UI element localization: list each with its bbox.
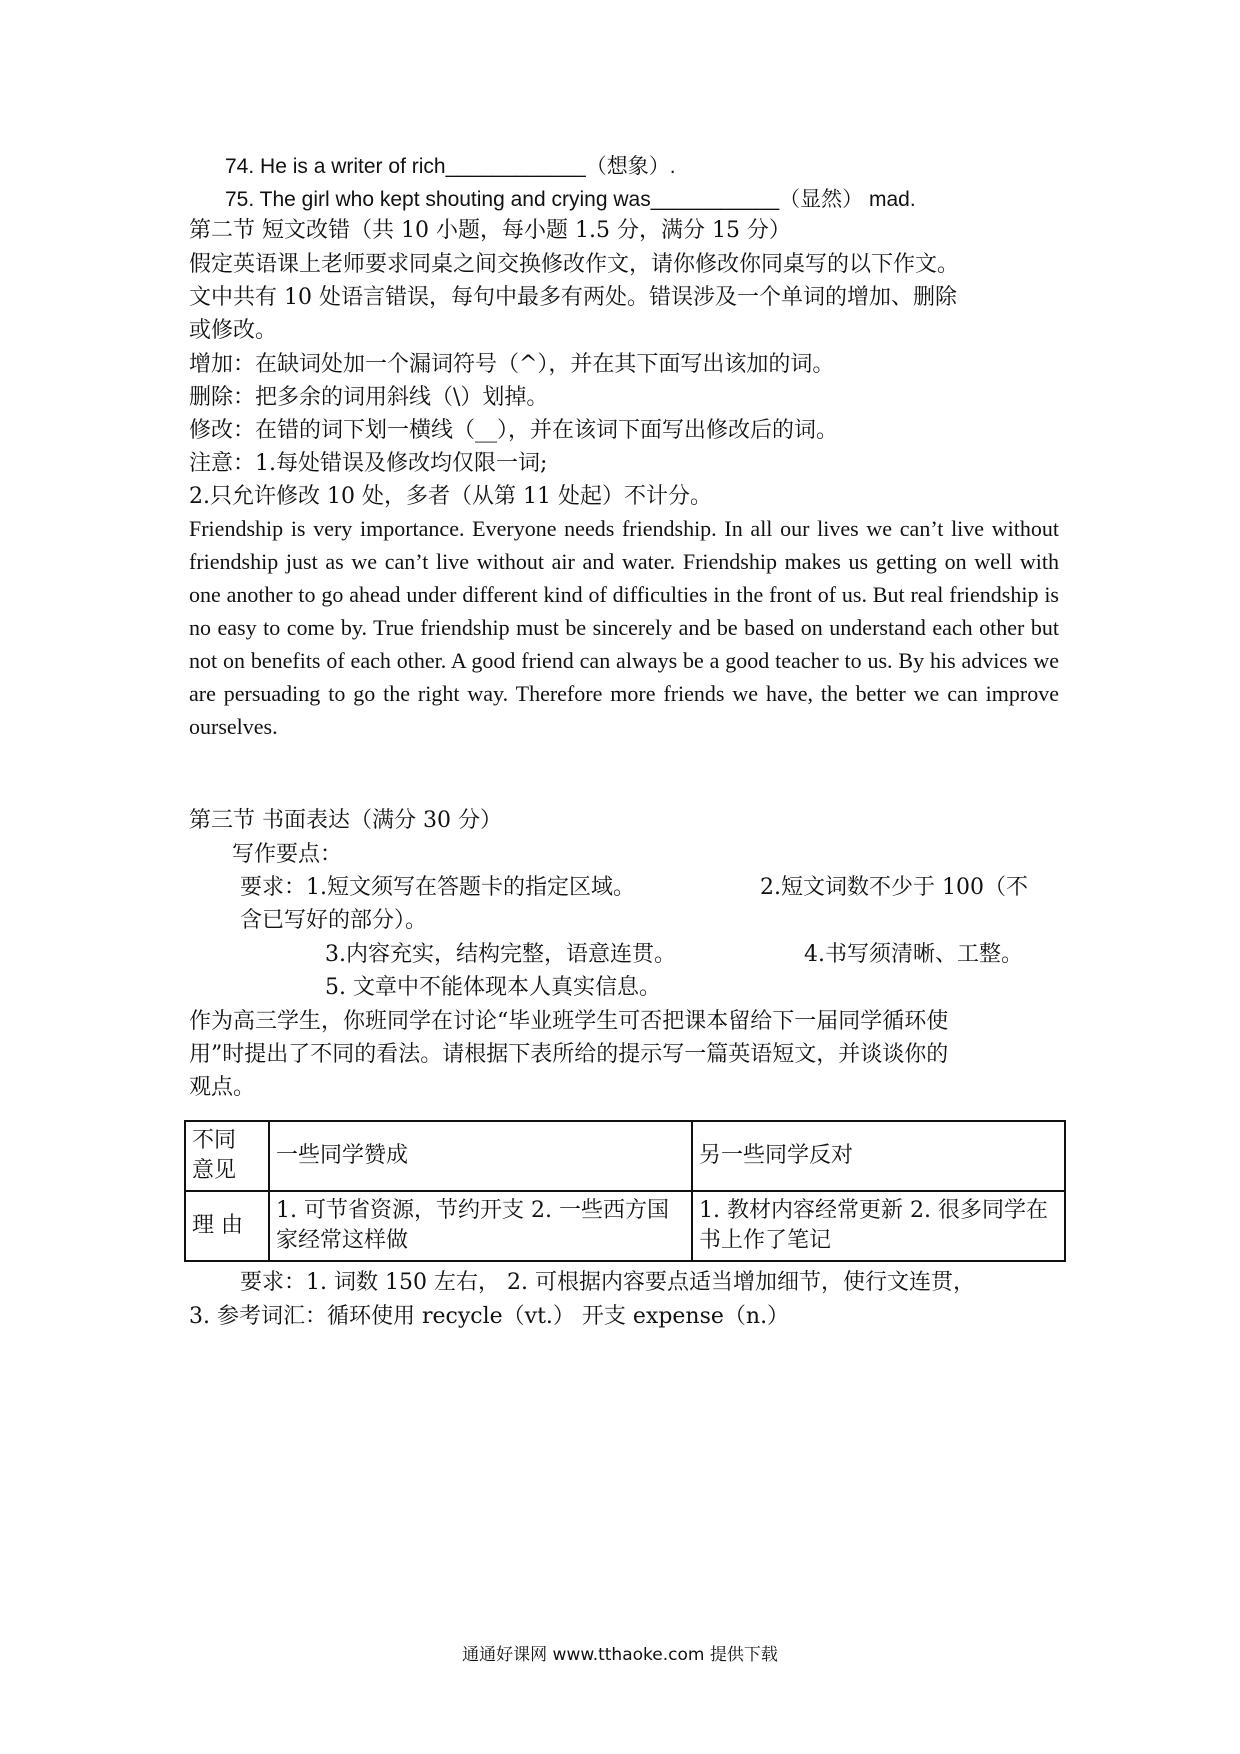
requirement-3: 3.内容充实，结构完整，语意连贯。 xyxy=(325,942,676,967)
rule-add: 增加：在缺词处加一个漏词符号（^），并在其下面写出该加的词。 xyxy=(189,352,835,377)
section2-heading: 第二节 短文改错（共 10 小题，每小题 1.5 分，满分 15 分） xyxy=(189,218,791,243)
rule-delete: 删除：把多余的词用斜线（\）划掉。 xyxy=(189,385,549,410)
question-75: 75. The girl who kept shouting and crying was___________（显然） mad. xyxy=(225,188,916,211)
rule-modify: 修改：在错的词下划一横线（__），并在该词下面写出修改后的词。 xyxy=(189,418,839,443)
table-header-row xyxy=(185,1121,1065,1191)
oppose-reasons: 1. 教材内容经常更新 2. 很多同学在书上作了笔记 xyxy=(699,1198,1048,1253)
requirement-1: 要求：1.短文须写在答题卡的指定区域。 xyxy=(240,875,635,900)
support-reasons-cell xyxy=(269,1191,692,1261)
section2-intro-1: 假定英语课上老师要求同桌之间交换修改作文，请你修改你同桌写的以下作文。 xyxy=(189,252,960,277)
requirement-5: 5. 文章中不能体现本人真实信息。 xyxy=(325,975,661,1000)
table-reason-row xyxy=(185,1191,1065,1261)
section2-intro-2: 文中共有 10 处语言错误，每句中最多有两处。错误涉及一个单词的增加、删除 xyxy=(189,285,957,310)
page-footer: 通通好课网 www.tthaoke.com 提供下载 xyxy=(462,1645,778,1665)
requirement-2-cont: 含已写好的部分）。 xyxy=(240,908,428,933)
prompt-line-3: 观点。 xyxy=(189,1075,256,1100)
oppose-reasons-cell xyxy=(692,1191,1065,1261)
oppose-header: 另一些同学反对 xyxy=(699,1143,854,1168)
prompt-line-1: 作为高三学生，你班同学在讨论“毕业班学生可否把课本留给下一届同学循环使 xyxy=(189,1009,949,1034)
reason-label: 理 由 xyxy=(192,1213,243,1238)
support-header: 一些同学赞成 xyxy=(276,1143,409,1168)
writing-points-title: 写作要点： xyxy=(232,842,343,867)
reason-label-cell xyxy=(185,1191,269,1261)
section2-intro-3: 或修改。 xyxy=(189,318,278,343)
note-2: 2.只允许修改 10 处，多者（从第 11 处起）不计分。 xyxy=(189,484,712,509)
support-reasons: 1. 可节省资源，节约开支 2. 一些西方国家经常这样做 xyxy=(276,1198,669,1253)
prompt-line-2: 用”时提出了不同的看法。请根据下表所给的提示写一篇英语短文，并谈谈你的 xyxy=(189,1042,949,1067)
note-1: 注意：1.每处错误及修改均仅限一词; xyxy=(189,451,548,476)
support-header-cell xyxy=(269,1121,692,1191)
final-requirement-1: 要求：1. 词数 150 左右， 2. 可根据内容要点适当增加细节，使行文连贯， xyxy=(240,1270,975,1295)
final-requirement-2: 3. 参考词汇：循环使用 recycle（vt.） 开支 expense（n.） xyxy=(189,1304,790,1329)
opinions-table xyxy=(184,1120,1066,1262)
oppose-header-cell xyxy=(692,1121,1065,1191)
question-74: 74. He is a writer of rich____________（想象）. xyxy=(225,155,676,178)
requirement-2: 2.短文词数不少于 100（不 xyxy=(760,875,1028,900)
opinion-label: 不同意见 xyxy=(192,1128,237,1183)
section3-heading: 第三节 书面表达（满分 30 分） xyxy=(189,808,502,833)
error-correction-passage: Friendship is very importance. Everyone needs friendship. In all our lives we can’t live without friendship just as we can’t live without air and water. Friendship makes us getting on well with one another to go ahead under different kind of difficulties in the front of us. But real friendship is no easy to come by. True friendship must be sincerely and be based on understand each other but not on benefits of each other. A good friend can always be a good teacher to us. By his advices we are persuading to go the right way. Therefore more friends we have, the better we can improve ourselves. xyxy=(189,516,1059,739)
requirement-4: 4.书写须清晰、工整。 xyxy=(804,942,1023,967)
opinion-label-cell xyxy=(185,1121,269,1191)
